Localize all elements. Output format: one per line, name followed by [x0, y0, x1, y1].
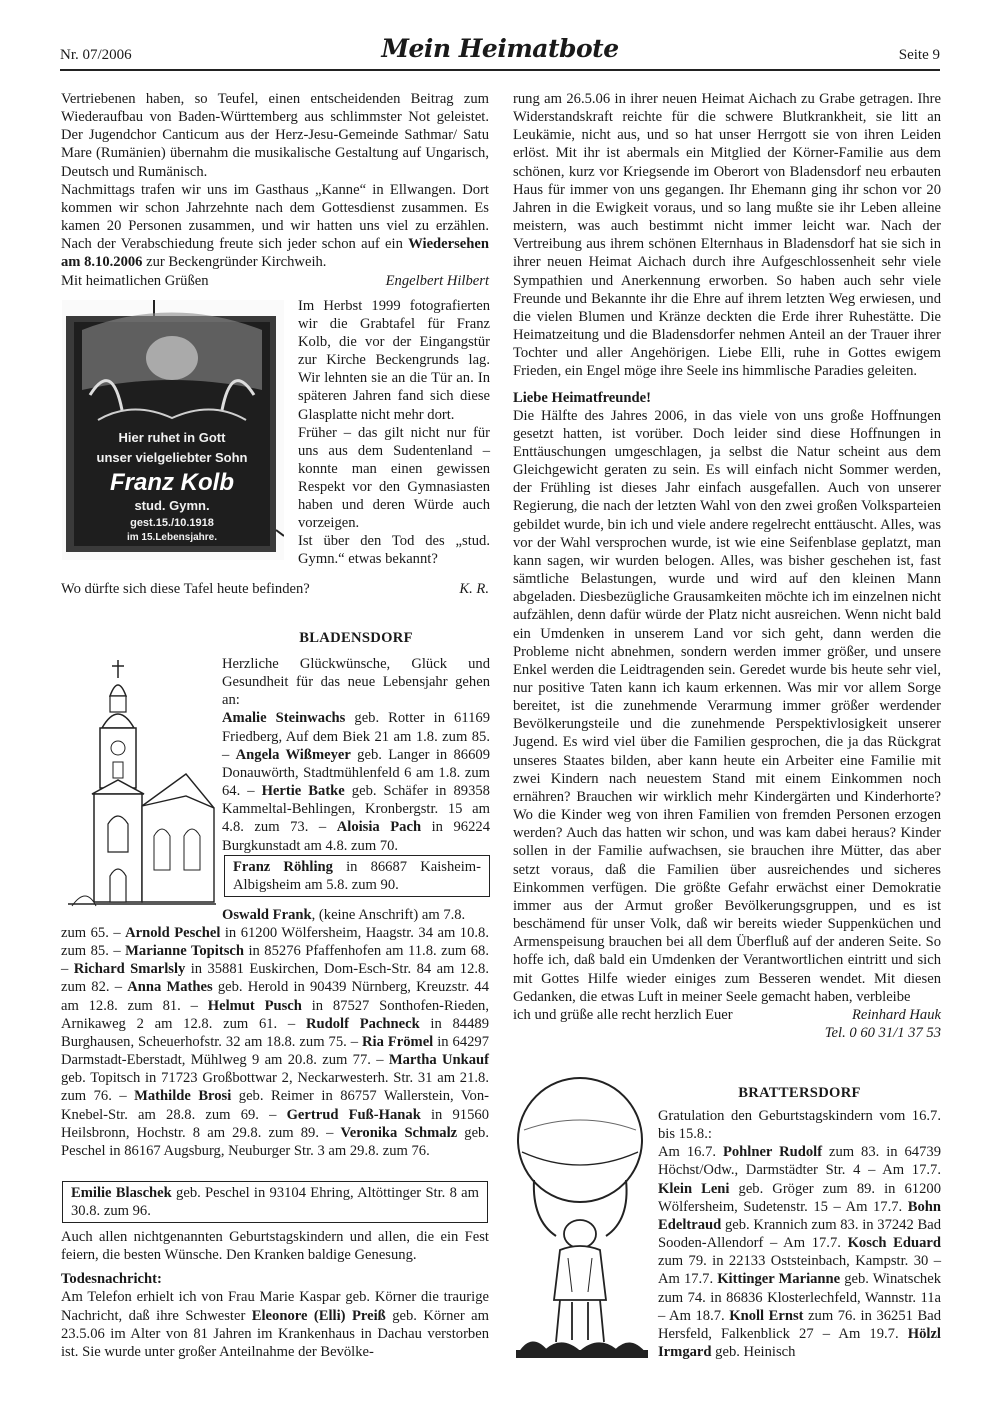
signature-line: ich und grüße alle recht herzlich Euer: [513, 1006, 733, 1023]
header-rule: [60, 69, 940, 71]
masthead-logo: Mein Heimatbote: [381, 34, 619, 63]
intro-paragraph: Vertriebenen haben, so Teufel, einen entscheidenden Beitrag zum Wiederaufbau von Baden-Württemberg aus schlimmster Not geleistet. Der Jugendchor Canticum aus der Herz-Jesu-Gemeinde Sathmar/ Satu Mare (Rumänien) übernahm die musikalische Gestaltung auf Ungarisch, Deutsch und Rumänisch.: [61, 91, 489, 180]
grave-plaque-photo: [62, 300, 284, 560]
birthday-details: zum 65. –: [61, 925, 126, 941]
birthday-details: in 35881 Euskirchen, Dom-Esch-Str. 84 am 12.8. zum 82. –: [61, 961, 489, 996]
plaque-article: [298, 297, 490, 568]
right-column-top: [513, 90, 941, 1042]
birthday-details: in 85276 Pfaffenhofen am 11.8. zum 68. –: [61, 943, 489, 978]
signature-row: [513, 1006, 941, 1024]
person-name: Helmut Pusch: [207, 997, 302, 1014]
reunion-date: Wiedersehen am 8.10.2006: [61, 236, 489, 271]
oswald-entry: Oswald Frank, (keine Anschrift) am 7.8.: [222, 907, 466, 923]
left-column-top: [61, 90, 489, 290]
plaque-line-5: gest.15./10.1918: [130, 517, 214, 529]
person-name: Gertrud Fuß-Hanak: [286, 1106, 421, 1123]
birthday-details: zum 79. in 22133 Oststeinbach, Kampstr. 30 – Am 17.7.: [658, 1253, 941, 1288]
person-name: Marianne Topitsch: [125, 943, 244, 960]
birthday-details: geb. Peschel in 86167 Augsburg, Neuburger Str. 3 am 29.8. zum 76.: [61, 1124, 489, 1159]
person-name: Arnold Peschel: [125, 925, 221, 941]
birthday-details: geb. Herold in 90439 Nürnberg, Kreuzstr. 44 am 12.8. zum 81. –: [61, 979, 489, 1014]
birthday-box-blaschek: Emilie Blaschek geb. Peschel in 93104 Ehring, Altöttinger Str. 8 am 30.8. zum 96.: [62, 1181, 488, 1223]
bladensdorf-intro: Herzliche Glückwünsche, Glück und Gesundheit für das neue Lebensjahr gehen an:: [222, 656, 490, 709]
person-name: Kittinger Marianne: [717, 1271, 841, 1288]
greeting-author: Engelbert Hilbert: [385, 272, 489, 289]
person-name: Mathilde Brosi: [134, 1088, 232, 1105]
bladensdorf-list: Amalie Steinwachs geb. Rotter in 61169 Friedberg, Auf dem Biek 21 am 1.8. zum 85. – Angela Wißmeyer geb. Langer in 86609 Donauwörth, Stadtmühlenfeld 6 am 1.8. zum 64. – Hertie Batke geb. Schäfer in 89358 Kammeltal-Behlingen, Kronbergstr. 15 am 4.8. zum 73. – Aloisia Pach in 96224 Burgkunstadt am 4.8. zum 70.: [222, 710, 490, 854]
general-wishes: Auch allen nichtgenannten Geburtstagskindern und allen, die ein Fest feiern, die besten Wünsche. Den Kranken baldige Genesung.: [61, 1229, 489, 1264]
birthday-details: in 64297 Darmstadt-Eberstadt, Mühlweg 9 am 20.8. zum 77. –: [61, 1033, 490, 1069]
friends-heading: Liebe Heimatfreunde!: [513, 389, 651, 406]
plaque-line-2: unser vielgeliebter Sohn: [96, 450, 248, 465]
person-name: Anna Mathes: [127, 979, 213, 996]
plaque-question-row: [61, 580, 489, 598]
plaque-line-4: stud. Gymn.: [134, 498, 210, 513]
greeting-row: [61, 272, 489, 290]
birthday-details: in 91560 Heilsbronn, Hochstr. 8 am 29.8. zum 89. –: [61, 1106, 489, 1141]
person-name: Rudolf Pachneck: [305, 1015, 420, 1032]
person-name: Bohn Edeltraud: [658, 1198, 941, 1233]
birthday-details: Am 16.7.: [658, 1144, 723, 1161]
signature-phone: Tel. 0 60 31/1 37 53: [824, 1024, 941, 1041]
person-name: Richard Smarlsly: [73, 961, 186, 978]
plaque-text-1: Im Herbst 1999 fotografierten wir die Grabtafel für Franz Kolb, die vor der Eingangstür zur Kirche Beckengrunds lag. Wir lehnten sie an die Tür an. In späteren Jahren fand sich diese Glasplatte nicht mehr dort.: [298, 298, 490, 423]
brattersdorf-birthdays: [658, 1107, 941, 1361]
church-drawing: [66, 656, 216, 911]
person-name: Pohlner Rudolf: [722, 1144, 823, 1161]
death-heading: Todesnachricht:: [61, 1271, 162, 1288]
person-name: Klein Leni: [658, 1180, 730, 1197]
person-name: Hölzl Irmgard: [658, 1325, 941, 1361]
friends-letter: Die Hälfte des Jahres 2006, in das viele von uns große Hoffnungen gesetzt hatten, ist vorüber. Doch leider sind diese Hoffnungen in Enttäuschungen umgeschlagen, ja selbst die Natur scheint aus dem Gleichgewicht geraten zu sein. Es will einfach nicht Sommer werden, der Frühling ist dieses Jahr einfach ausgefallen. Auch von unserer Regierung, die nach der letzten Wahl von den zwei großen Volksparteien gebildet wurde, bin ich und viele andere regelrecht enttäuscht. Alles, was vor der Wahl versprochen wurde, ist wie eine Seifenblase geplatzt, man kann sagen, wir wurden belogen. Alles, was bisher geschehen ist, fast sämtliche Belastungen, wurde und wird auf den kleinen Mann abgeladen. Diesbezügliche Grausamkeiten möchte ich im einzelnen nicht aufzählen, denn dafür würde der Platz nicht ausreichen. Wenn nicht bald ein Umdenken in unserem Land vor sich geht, dann werden die Probleme nicht abnehmen, sondern werden immer größer, und unsere Enkel werden die Leidtragenden sein. Geredet wurde bis heute sehr viel, nur positive Taten kann ich kaum erkennen. Was mir vor allem Sorge bereitet, ist die zunehmende Verarmung immer größer werdender Bevölkerungsteile und die zunehmende Perspektivlosigkeit unserer Jugend. Es wird viel über die Familien gesprochen, die ja das Rückgrat unseres Staates bilden, aber kann heute ein Arbeiter eine Familie mit zwei Kindern nach neuestem Stand mit einem Einkommen noch ernähren? Brauchen wir wirklich mehr Kindergärten und Kinderhorte? Wo die Kinder weg von ihren Familien von fremden Personen erzogen werden? Auch das hatten wir schon, und was kam dabei heraus? Kinder sollen in der Familie aufwachsen, sie brauchen ihre Mütter, das aber setzt voraus, daß die Familien über ausreichendes und sicheres Einkommen verfügen. Die größte Gefahr erwächst einer Demokratie immer aus der Armut großer Bevölkerungsgruppen, und es ist beschämend für unser Volk, daß wir bereits wieder Suppenküchen und Armenspeisung brauchen bei all dem Überfluß auf der anderen Seite. So hoffe ich, daß bald ein Umdenken der Verantwortlichen eintritt und sich mit Gottes Hilfe wieder einiges zum Besseren wendet. Mit diesen Gedanken, die etwas Luft in meiner Seele gemacht haben, verbleibe: [513, 407, 941, 1005]
person-name: Kosch Eduard: [847, 1235, 941, 1252]
brattersdorf-list: [658, 1143, 941, 1361]
signature-author: Reinhard Hauk: [851, 1006, 941, 1023]
birthday-details: geb. Heinisch: [711, 1344, 796, 1361]
plaque-name: Franz Kolb: [110, 469, 234, 496]
birthday-details: in 84489 Burghausen, Scheuerhofstr. 32 am 18.8. zum 75. –: [61, 1015, 489, 1050]
greeting: Mit heimatlichen Grüßen: [61, 272, 209, 289]
birthday-details: in 61200 Wölfersheim, Haagstr. 34 am 10.8. zum 85. –: [61, 925, 489, 960]
person-name: Ria Frömel: [362, 1033, 434, 1050]
birthday-details: geb. Krannich zum 83. in 37242 Bad Sooden-Allendorf – Am 17.7.: [658, 1216, 941, 1252]
brattersdorf-heading: BRATTERSDORF: [738, 1085, 861, 1101]
birthday-details: geb. Topitsch in 71723 Großbottwar 2, Neckarwesterh. Str. 31 am 21.8. zum 76. –: [61, 1070, 489, 1105]
plaque-line-6: im 15.Lebensjahre.: [126, 532, 218, 543]
person-name: Martha Unkauf: [388, 1052, 490, 1069]
afternoon-paragraph: Nachmittags trafen wir uns im Gasthaus „Kanne“ in Ellwangen. Dort kommen wir schon Jahrzehnte nach dem Gottesdienst zusammen. Es kamen 20 Personen zusammen, und wir hatten uns viel zu erzählen. Nach der Verabschiedung freute sich jeder schon auf ein Wiedersehen am 8.10.2006 zur Beckengründer Kirchweih.: [61, 181, 489, 271]
person-name: Veronika Schmalz: [340, 1124, 458, 1141]
birthday-box-roehling: Franz Röhling in 86687 Kaisheim-Albigsheim am 5.8. zum 90.: [224, 855, 490, 897]
left-column-bottom: [61, 1228, 489, 1361]
brattersdorf-intro: Gratulation den Geburtstagskindern vom 16.7. bis 15.8.:: [658, 1108, 941, 1143]
birthday-details: zum 76. in 36251 Bad Hersfeld, Falkenblick 27 – Am 19.7.: [658, 1307, 941, 1342]
birthday-details: zum 83. in 64739 Höchst/Odw., Darmstädter Str. 4 – Am 17.7.: [658, 1144, 941, 1179]
plaque-text-3: Ist über den Tod des „stud. Gymn.“ etwas bekannt?: [298, 533, 490, 568]
plaque-author: K. R.: [459, 581, 489, 597]
birthday-details: geb. Reimer in 86757 Wallerstein, Von-Knebel-Str. am 28.8. zum 69. –: [61, 1088, 489, 1123]
death-notice: Am Telefon erhielt ich von Frau Marie Kaspar geb. Körner die traurige Nachricht, daß ihre Schwester Eleonore (Elli) Preiß geb. Körner am 23.5.06 im Alter von 81 Jahren im Krankenhaus in Dachau verstorben ist. Sie wurde unter großer Anteilnahme der Bevölke-: [61, 1289, 490, 1360]
bladensdorf-more-birthdays: [61, 924, 489, 1160]
death-notice-continued: rung am 26.5.06 in ihrer neuen Heimat Aichach zu Grabe getragen. Ihre Widerstandskraft reichte für die schwere Blutkrankheit, sie litt an Leukämie, nicht aus, und so hat unser Herrgott sie von ihren Leiden erlöst. Mit ihr ist abermals ein Mitglied der Körner-Familie aus dem schönen, kurz vor Kriegsende im Oberort von Bladensdorf neu erbauten Haus für immer von uns gegangen. Ihr Ehemann ging ihr schon vor 20 Jahren in die Ewigkeit voraus, und so lang mußte sie ihr Leben alleine meistern, was auch bestimmt nicht immer leicht war. Nach der Vertreibung aus ihrem schönen Elternhaus in Bladensdorf hat sie sich in ihrer neuen Heimat Aichach durch ihre Aufgeschlossenheit sehr viele Sympathien und Anerkennung erworben. So haben auch sehr viele Freunde und Bekannte ihr die Ehre auf ihrem letzten Weg erwiesen, und die vielen Blumen und Kränze deckten die Erde ihrer Ruhestätte. Die Heimatzeitung und die Bladensdorfer nehmen Anteil an der Trauer ihrer Tochter und aller Angehörigen. Liebe Elli, ruhe in Gottes ewigem Frieden, ein Engel möge ihre Seele ins himmlische Paradies geleiten.: [513, 91, 941, 380]
person-name: Knoll Ernst: [729, 1307, 804, 1324]
birthday-details: in 87527 Sonthofen-Rieden, Arnikaweg 2 am 12.8. zum 61. –: [61, 997, 489, 1032]
birthday-details: geb. Gröger zum 89. in 61200 Wölfersheim, Sudetenstr. 15 – Am 17.7.: [658, 1180, 941, 1215]
birthday-details: geb. Winatschek zum 74. in 86836 Klosterlechfeld, Wannstr. 11a – Am 18.7.: [658, 1271, 942, 1324]
plaque-text-2: Früher – das gilt nicht nur für uns aus dem Sudentenland – konnte man einen gewissen Respekt vor den Gymnasiasten haben und deren Würde auch vorzeigen.: [298, 424, 490, 532]
issue-number: Nr. 07/2006: [60, 47, 132, 63]
plaque-line-1: Hier ruhet in Gott: [118, 430, 226, 445]
bladensdorf-birthdays: [222, 655, 490, 855]
plaque-question: Wo dürfte sich diese Tafel heute befinden?: [61, 581, 310, 597]
bladensdorf-heading: BLADENSDORF: [299, 630, 413, 646]
atlas-figure-drawing: [512, 1070, 652, 1362]
page-number: Seite 9: [898, 47, 940, 63]
